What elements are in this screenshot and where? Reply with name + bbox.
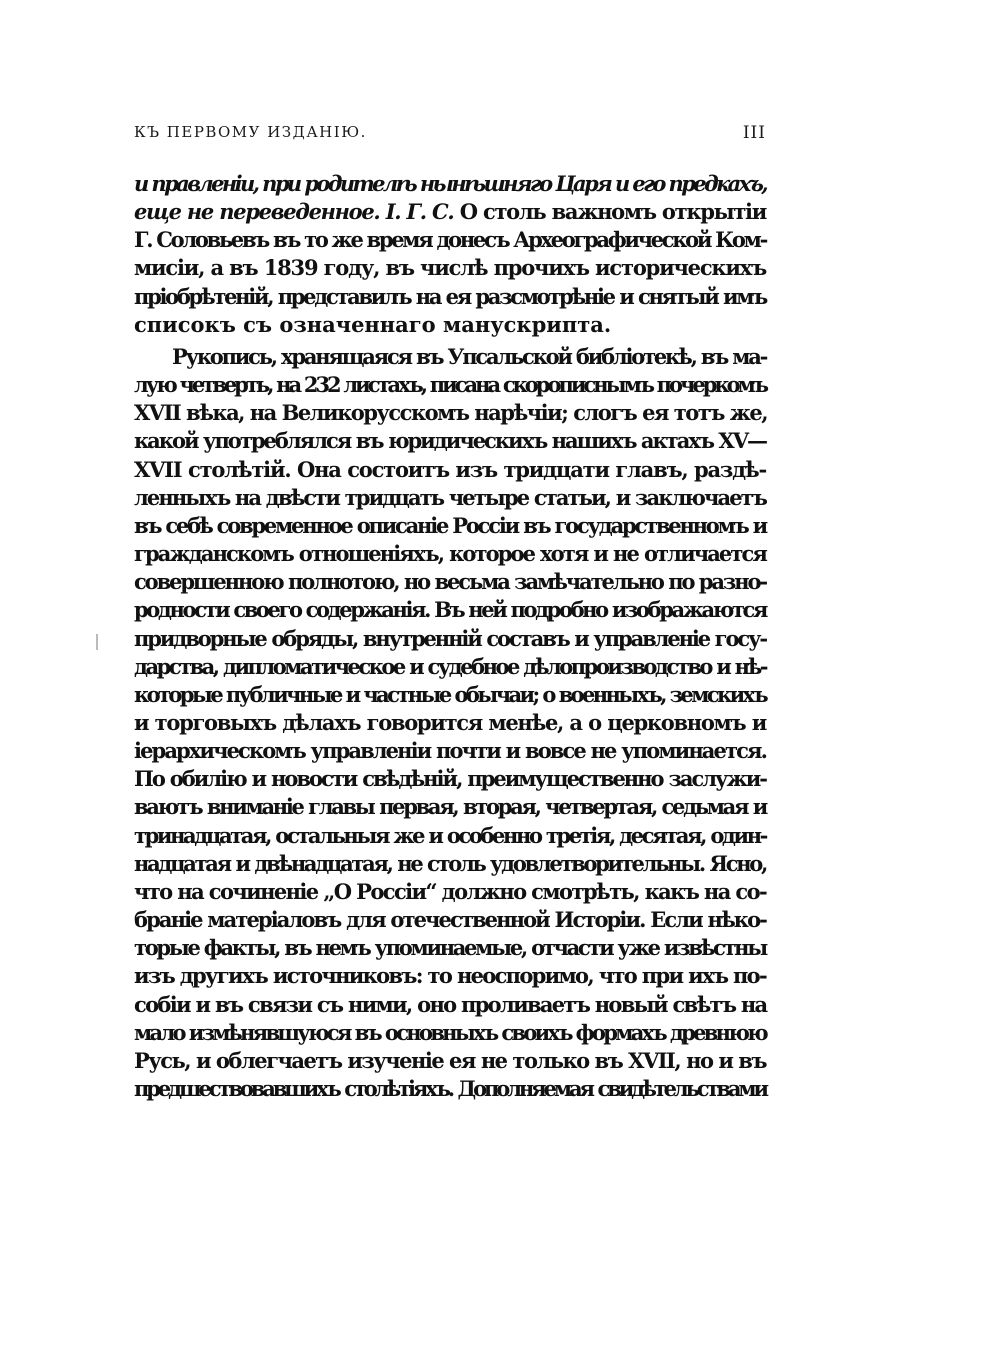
text-line: собіи и въ связи съ ними, оно проливаетъ новый свѣтъ на bbox=[134, 991, 767, 1017]
text-line: что на сочиненіе „О Россіи“ должно смотрѣть, какъ на со- bbox=[134, 878, 767, 904]
running-title: КЪ ПЕРВОМУ ИЗДАНІЮ. bbox=[134, 123, 367, 141]
text-line: Русь, и облегчаетъ изученіе ея не только въ XVII, но и въ bbox=[134, 1047, 766, 1073]
text-line: надцатая и двѣнадцатая, не столь удовлетворительны. Ясно, bbox=[134, 850, 766, 876]
text-line: пріобрѣтеній, представилъ на ея разсмотрѣніе и снятый имъ bbox=[134, 283, 766, 309]
text-line: и правленіи, при родителѣ нынѣшняго Царя и его предкахъ, bbox=[134, 171, 766, 196]
margin-mark bbox=[96, 634, 98, 650]
text-line: придворные обряды, внутренній составъ и управленіе госу- bbox=[134, 625, 766, 651]
text-line: совершенною полнотою, но весьма замѣчательно по разно- bbox=[134, 569, 766, 595]
page-number: III bbox=[742, 123, 766, 143]
running-head bbox=[134, 123, 766, 147]
body-text bbox=[134, 170, 766, 1103]
text-line: ленныхъ на двѣсти тридцать четыре статьи, и заключаетъ bbox=[134, 484, 766, 510]
text-line: изъ другихъ источниковъ: то неоспоримо, что при ихъ по- bbox=[134, 963, 766, 989]
text-line: которые публичные и частные обычаи; о военныхъ, земскихъ bbox=[134, 681, 766, 707]
paragraph-1 bbox=[134, 170, 766, 339]
text-line: гражданскомъ отношеніяхъ, которое хотя и не отличается bbox=[134, 541, 766, 567]
text-line: XVII вѣка, на Великорусскомъ нарѣчіи; слогъ ея тотъ же, bbox=[134, 400, 768, 426]
text-line: какой употреблялся въ юридическихъ нашихъ актахъ XV— bbox=[134, 428, 766, 454]
text-line: тринадцатая, остальныя же и особенно третія, десятая, один- bbox=[134, 822, 766, 848]
text-line: XVII столѣтій. Она состоитъ изъ тридцати главъ, раздѣ- bbox=[134, 456, 766, 482]
text-line: родности своего содержанія. Въ ней подробно изображаются bbox=[134, 597, 766, 623]
text-line bbox=[134, 198, 766, 226]
text-line: ваютъ вниманіе главы первая, вторая, четвертая, седьмая и bbox=[134, 794, 766, 820]
text-line: торые факты, въ немъ упоминаемые, отчасти уже извѣстны bbox=[134, 935, 766, 961]
text-line: мало измѣнявшуюся въ основныхъ своихъ формахъ древнюю bbox=[134, 1019, 766, 1045]
text-line: По обилію и новости свѣдѣній, преимущественно заслужи- bbox=[134, 766, 766, 792]
text-line: мисіи, а въ 1839 году, въ числѣ прочихъ историческихъ bbox=[134, 255, 766, 281]
text-line: предшествовавшихъ столѣтіяхъ. Дополняемая свидѣтельствами bbox=[134, 1076, 766, 1101]
text-line: дарства, дипломатическое и судебное дѣлопроизводство и нѣ- bbox=[134, 653, 766, 679]
text-line: іерархическомъ управленіи почти и вовсе не упоминается. bbox=[134, 738, 766, 764]
text-line-remainder: О столь важномъ открытіи bbox=[453, 199, 766, 225]
text-line: браніе матеріаловъ для отечественной Исторіи. Если нѣко- bbox=[134, 907, 766, 933]
italic-intro: еще не переведенное. І. Г. С. bbox=[134, 199, 454, 225]
text-line: Рукопись, хранящаяся въ Упсальской библіотекѣ, въ ма- bbox=[172, 343, 767, 369]
text-line: списокъ съ означеннаго манускрипта. bbox=[134, 311, 612, 337]
text-line: въ себѣ современное описаніе Россіи въ государственномъ и bbox=[134, 512, 767, 538]
text-line: лую четверть, на 232 листахъ, писана скорописнымъ почеркомъ bbox=[134, 372, 766, 398]
text-line: Г. Соловьевъ въ то же время донесъ Археографической Ком- bbox=[134, 227, 766, 253]
paragraph-2 bbox=[134, 343, 766, 1103]
text-line: и торговыхъ дѣлахъ говорится менѣе, а о церковномъ и bbox=[134, 709, 766, 735]
